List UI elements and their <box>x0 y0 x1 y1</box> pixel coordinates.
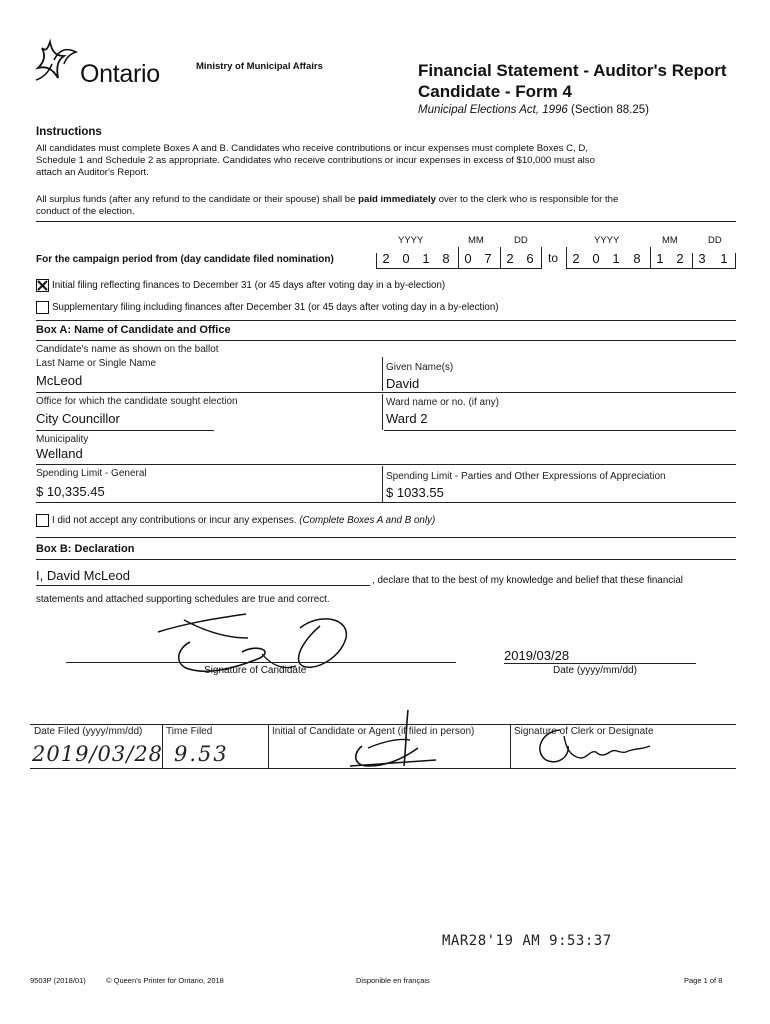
act-section: (Section 88.25) <box>571 104 649 116</box>
instructions-para1: All candidates must complete Boxes A and B. Candidates who receive contributions or incur expenses must complete Boxes C, D, Schedule 1 and Schedule 2 as appropriate. Candidates who receive contributions or incur expenses in excess of $10,000 must also attach an Auditor's Report. <box>36 143 595 178</box>
form-subtitle: Candidate - Form 4 <box>418 82 572 101</box>
from-digit: 1 <box>422 251 430 266</box>
to-digit: 0 <box>592 251 600 266</box>
from-digit: 8 <box>442 251 450 266</box>
from-digit: 0 <box>402 251 410 266</box>
declarant-name[interactable]: I, David McLeod <box>36 568 130 583</box>
office-field[interactable]: City Councillor <box>36 411 120 426</box>
initial-filing-checkbox[interactable] <box>36 279 49 292</box>
logo-wordmark: Ontario <box>80 60 160 88</box>
time-filed-label: Time Filed <box>166 726 213 737</box>
to-digit: 2 <box>572 251 580 266</box>
declaration-date-field[interactable]: 2019/03/28 <box>504 648 570 663</box>
act-reference <box>418 104 649 116</box>
last-name-field[interactable]: McLeod <box>36 373 83 388</box>
footer-french-link[interactable]: Disponible en français <box>356 976 430 985</box>
trillium-icon <box>34 38 80 86</box>
period-label: For the campaign period from (day candidate filed nomination) <box>36 254 334 265</box>
divider <box>36 221 736 222</box>
act-name: Municipal Elections Act, 1996 <box>418 104 568 116</box>
declaration-date-label: Date (yyyy/mm/dd) <box>553 665 637 676</box>
last-name-label: Last Name or Single Name <box>36 358 157 369</box>
time-filed-field[interactable]: 9.53 <box>174 742 229 766</box>
to-digit: 3 <box>698 251 706 266</box>
office-label: Office for which the candidate sought election <box>36 396 238 407</box>
municipality-label: Municipality <box>36 434 89 445</box>
agent-initial-label: Initial of Candidate or Agent (if filed in person) <box>272 726 475 737</box>
period-hdr-dd-to: DD <box>708 235 722 246</box>
period-hdr-dd-from: DD <box>514 235 528 246</box>
name-as-shown-label: Candidate's name as shown on the ballot <box>36 344 219 355</box>
period-from-date[interactable] <box>376 247 542 269</box>
supplementary-filing-checkbox[interactable] <box>36 301 49 314</box>
from-digit: 2 <box>506 251 514 266</box>
ontario-logo <box>34 38 174 90</box>
spending-limit-parties-field[interactable]: $ 1033.55 <box>386 485 444 500</box>
box-a-heading: Box A: Name of Candidate and Office <box>36 324 231 336</box>
check-x-icon <box>37 280 48 291</box>
clerk-signature-handwriting <box>530 722 660 772</box>
from-digit: 7 <box>484 251 492 266</box>
form-title: Financial Statement - Auditor's Report <box>418 61 727 80</box>
received-stamp: MAR28'19 AM 9:53:37 <box>442 933 612 949</box>
period-to-date[interactable] <box>566 247 736 269</box>
signature-label: Signature of Candidate <box>204 665 307 676</box>
to-digit: 1 <box>720 251 728 266</box>
ministry-name: Ministry of Municipal Affairs <box>196 61 323 72</box>
footer-page-number: Page 1 of 8 <box>684 976 723 985</box>
period-hdr-mm-to: MM <box>662 235 678 246</box>
from-digit: 6 <box>526 251 534 266</box>
to-digit: 1 <box>612 251 620 266</box>
spending-limit-general-field[interactable]: $ 10,335.45 <box>36 484 105 499</box>
period-hdr-yyyy-from: YYYY <box>398 235 424 246</box>
footer-copyright: © Queen's Printer for Ontario, 2018 <box>106 976 224 985</box>
spending-limit-general-label: Spending Limit - General <box>36 468 147 479</box>
date-filed-label: Date Filed (yyyy/mm/dd) <box>34 726 143 737</box>
period-hdr-mm-from: MM <box>468 235 484 246</box>
footer-form-code: 9503P (2018/01) <box>30 976 86 985</box>
initial-filing-label: Initial filing reflecting finances to December 31 (or 45 days after voting day in a by-election) <box>52 280 446 291</box>
given-name-label: Given Name(s) <box>386 362 454 373</box>
clerk-signature-label: Signature of Clerk or Designate <box>514 726 654 737</box>
agent-initial-handwriting <box>348 708 438 772</box>
declaration-text: , declare that to the best of my knowledge and belief that these financial <box>372 575 683 586</box>
no-contributions-checkbox[interactable] <box>36 514 49 527</box>
instructions-heading: Instructions <box>36 126 102 138</box>
no-contributions-label: I did not accept any contributions or incur any expenses. (Complete Boxes A and B only) <box>52 515 436 526</box>
declaration-text-line2: statements and attached supporting schedules are true and correct. <box>36 594 330 605</box>
to-digit: 2 <box>676 251 684 266</box>
period-to-label: to <box>548 251 559 265</box>
date-filed-field[interactable]: 2019/03/28 <box>32 742 164 766</box>
from-digit: 2 <box>382 251 390 266</box>
ward-field[interactable]: Ward 2 <box>386 411 428 426</box>
to-digit: 8 <box>633 251 641 266</box>
period-hdr-yyyy-to: YYYY <box>594 235 620 246</box>
spending-limit-parties-label: Spending Limit - Parties and Other Expressions of Appreciation <box>386 471 666 482</box>
box-b-heading: Box B: Declaration <box>36 543 135 555</box>
given-name-field[interactable]: David <box>386 376 420 391</box>
ward-label: Ward name or no. (if any) <box>386 397 500 408</box>
municipality-field[interactable]: Welland <box>36 446 83 461</box>
instructions-para2: All surplus funds (after any refund to the candidate or their spouse) shall be paid immediately over to the clerk who is responsible for the conduct of the election. <box>36 194 619 217</box>
from-digit: 0 <box>464 251 472 266</box>
supplementary-filing-label: Supplementary filing including finances after December 31 (or 45 days after voting day in a by-election) <box>52 302 499 313</box>
to-digit: 1 <box>656 251 664 266</box>
